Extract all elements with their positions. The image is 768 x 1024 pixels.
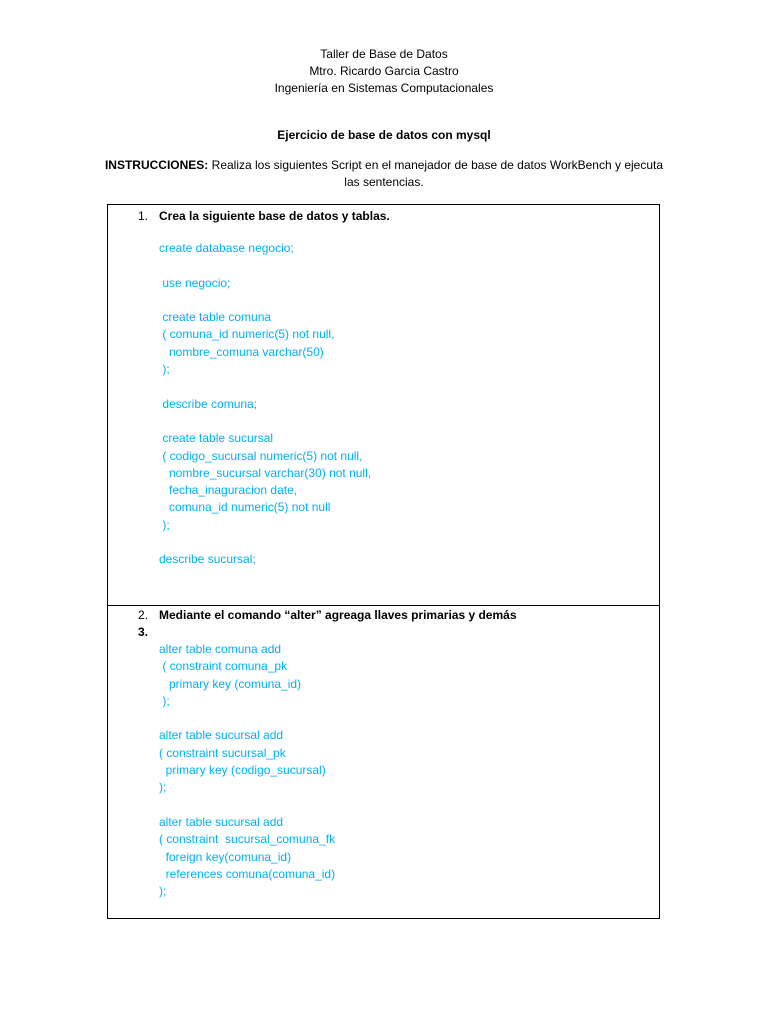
instructor-name: Mtro. Ricardo Garcia Castro xyxy=(309,64,459,78)
program-name: Ingeniería en Sistemas Computacionales xyxy=(274,81,494,95)
course-title: Taller de Base de Datos xyxy=(320,47,448,61)
exercise-title: Ejercicio de base de datos con mysql xyxy=(277,128,491,142)
code-line xyxy=(159,378,371,395)
code-line: primary key (codigo_sucursal) xyxy=(159,763,326,778)
step-2-heading xyxy=(138,607,517,624)
code-line: ( codigo_sucursal numeric(5) not null, xyxy=(159,448,363,463)
step-number: 1. xyxy=(138,209,149,223)
code-line: ); xyxy=(159,693,170,708)
code-line: create table comuna xyxy=(159,310,272,325)
code-block-2 xyxy=(159,641,335,900)
step-title: Crea la siguiente base de datos y tablas. xyxy=(159,209,390,223)
step-number: 2. xyxy=(138,608,149,622)
instructions-label: INSTRUCCIONES: xyxy=(104,158,209,172)
document-header xyxy=(0,46,768,97)
code-line: fecha_inaguracion date, xyxy=(159,483,298,498)
code-line xyxy=(159,292,371,309)
code-line xyxy=(159,797,335,814)
code-line: ( constraint sucursal_pk xyxy=(159,745,286,760)
code-line: create database negocio; xyxy=(159,241,294,255)
code-line: ); xyxy=(159,780,167,795)
code-line: primary key (comuna_id) xyxy=(159,676,302,691)
code-line: comuna_id numeric(5) not null xyxy=(159,500,331,515)
code-line: ( comuna_id numeric(5) not null, xyxy=(159,327,335,342)
step-2-box xyxy=(107,605,660,919)
code-line: ); xyxy=(159,362,170,377)
code-line: ); xyxy=(159,517,170,532)
code-line: nombre_sucursal varchar(30) not null, xyxy=(159,465,372,480)
code-line: alter table sucursal add xyxy=(159,728,284,743)
code-line: create table sucursal xyxy=(159,431,274,446)
code-line: ( constraint comuna_pk xyxy=(159,659,288,674)
step-title: Mediante el comando “alter” agreaga llaves primarias y demás xyxy=(159,608,517,622)
step-1-heading xyxy=(138,208,390,225)
instructions xyxy=(104,157,664,191)
code-line: alter table sucursal add xyxy=(159,814,284,829)
step-3-heading xyxy=(138,624,159,641)
code-line: describe comuna; xyxy=(159,396,258,411)
code-line: ); xyxy=(159,884,167,899)
step-1-box xyxy=(107,204,660,606)
code-line: foreign key(comuna_id) xyxy=(159,849,292,864)
code-line xyxy=(159,710,335,727)
code-line: ( constraint sucursal_comuna_fk xyxy=(159,832,336,847)
code-line xyxy=(159,257,371,274)
code-line: describe sucursal; xyxy=(159,552,256,567)
code-block-1 xyxy=(159,240,371,569)
code-line xyxy=(159,534,371,551)
instructions-text: Realiza los siguientes Script en el manejador de base de datos WorkBench y ejecuta las sentencias. xyxy=(208,158,664,189)
code-line: alter table comuna add xyxy=(159,642,282,656)
code-line: use negocio; xyxy=(159,275,231,290)
step-number: 3. xyxy=(138,625,149,639)
code-line xyxy=(159,413,371,430)
code-line: references comuna(comuna_id) xyxy=(159,866,336,881)
code-line: nombre_comuna varchar(50) xyxy=(159,344,324,359)
